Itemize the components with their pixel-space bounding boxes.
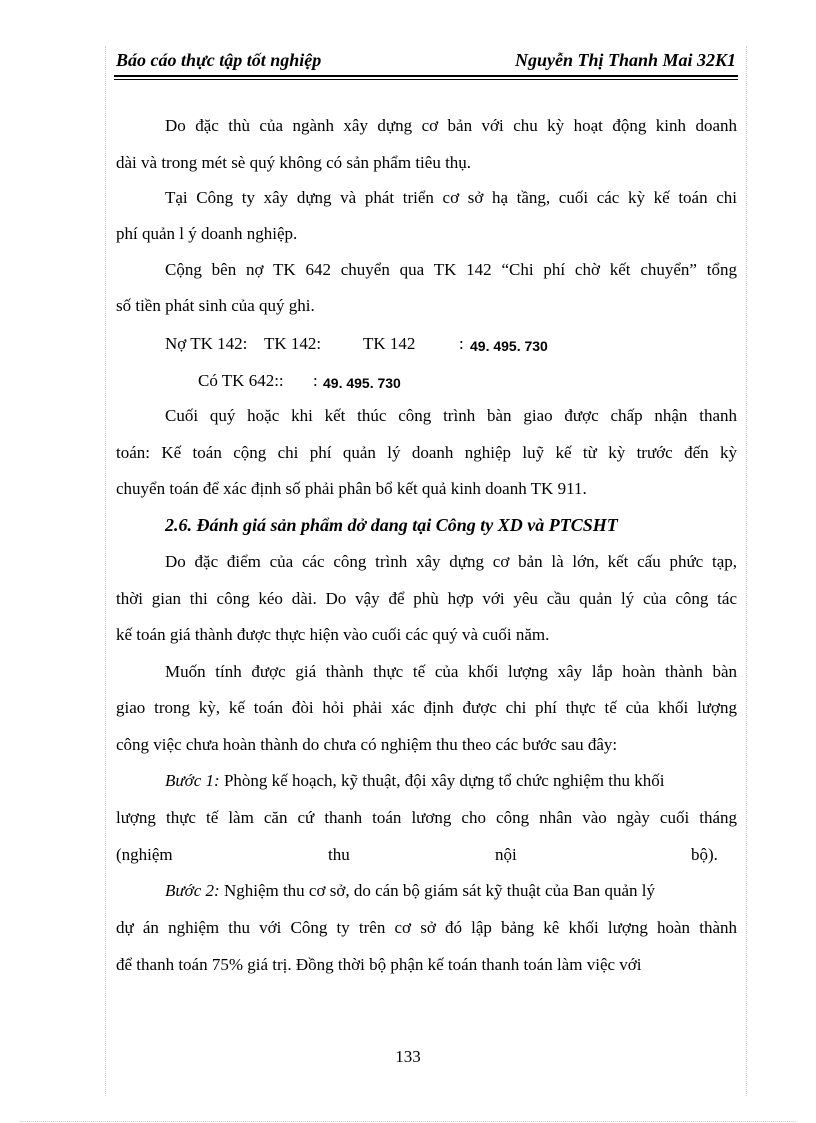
debit-account-label: TK 142 [363,334,416,353]
debit-account-label: Nợ TK 142: [165,334,248,353]
header-author: Nguyễn Thị Thanh Mai 32K1 [514,50,736,70]
spread-word: nội [495,845,517,864]
section-heading: 2.6. Đánh giá sản phẩm dở dang tại Công ty XD và PTCSHT [165,515,618,535]
paragraph-line: Tại Công ty xây dựng và phát triển cơ sở hạ tầng, cuối các kỳ kế toán chi [165,188,737,207]
step-2-line [165,881,655,901]
page-number: 133 [395,1047,421,1066]
step-2-text: Nghiệm thu cơ sở, do cán bộ giám sát kỹ thuật của Ban quản lý [223,881,656,900]
paragraph-line: để thanh toán 75% giá trị. Đồng thời bộ phận kế toán thanh toán làm việc với [116,955,642,974]
paragraph-line: lượng thực tế làm căn cứ thanh toán lương cho công nhân vào ngày cuối tháng [116,808,737,827]
paragraph-line: kế toán giá thành được thực hiện vào cuối các quý và cuối năm. [116,625,550,644]
header-rule-thin [114,79,738,80]
paragraph-line: thời gian thi công kéo dài. Do vậy để phù hợp với yêu cầu quản lý của công tác [116,589,737,608]
paragraph-line: Cuối quý hoặc khi kết thúc công trình bàn giao được chấp nhận thanh [165,406,737,425]
page-header [116,50,736,74]
paragraph-line: số tiền phát sinh của quý ghi. [116,296,315,315]
step-2-label: Bước 2: [165,881,220,900]
step-1-line [165,771,664,791]
step-1-text: Phòng kế hoạch, kỹ thuật, đội xây dựng tổ chức nghiệm thu khối [223,771,665,790]
credit-separator: : [313,371,318,390]
paragraph-line: chuyển toán để xác định số phải phân bổ kết quả kinh doanh TK 911. [116,479,587,498]
spread-word: bộ). [691,845,718,864]
step-1-label: Bước 1: [165,771,220,790]
paragraph-line: phí quản l ý doanh nghiệp. [116,224,298,243]
spread-word: (nghiệm [116,845,173,864]
credit-amount: 49. 495. 730 [323,375,401,391]
paragraph-line: dài và trong mét sè quý không có sản phẩm tiêu thụ. [116,153,472,172]
paragraph-line: toán: Kế toán cộng chi phí quản lý doanh nghiệp luỹ kế từ kỳ trước đến kỳ [116,443,737,462]
debit-amount: 49. 495. 730 [470,338,548,354]
credit-account-label: Có TK 642:: [198,371,284,390]
header-rule-thick [114,75,738,77]
debit-separator: : [459,334,464,353]
header-report-title: Báo cáo thực tập tốt nghiệp [116,50,322,70]
spread-word: thu [328,845,350,864]
debit-account-label: TK 142: [264,334,322,353]
page-bottom-border [20,1121,796,1122]
paragraph-line: công việc chưa hoàn thành do chưa có nghiệm thu theo các bước sau đây: [116,735,618,754]
paragraph-line: Cộng bên nợ TK 642 chuyển qua TK 142 “Chi phí chờ kết chuyển” tổng [165,260,737,279]
paragraph-line: Do đặc điểm của các công trình xây dựng cơ bản là lớn, kết cấu phức tạp, [165,552,737,571]
paragraph-line: giao trong kỳ, kế toán đòi hỏi phải xác định được chi phí thực tế của khối lượng [116,698,737,717]
paragraph-line: Do đặc thù của ngành xây dựng cơ bản với chu kỳ hoạt động kinh doanh [165,116,737,135]
paragraph-line: dự án nghiệm thu với Công ty trên cơ sở đó lập bảng kê khối lượng hoàn thành [116,918,737,937]
paragraph-line: Muốn tính được giá thành thực tế của khối lượng xây lắp hoàn thành bàn [165,662,737,681]
